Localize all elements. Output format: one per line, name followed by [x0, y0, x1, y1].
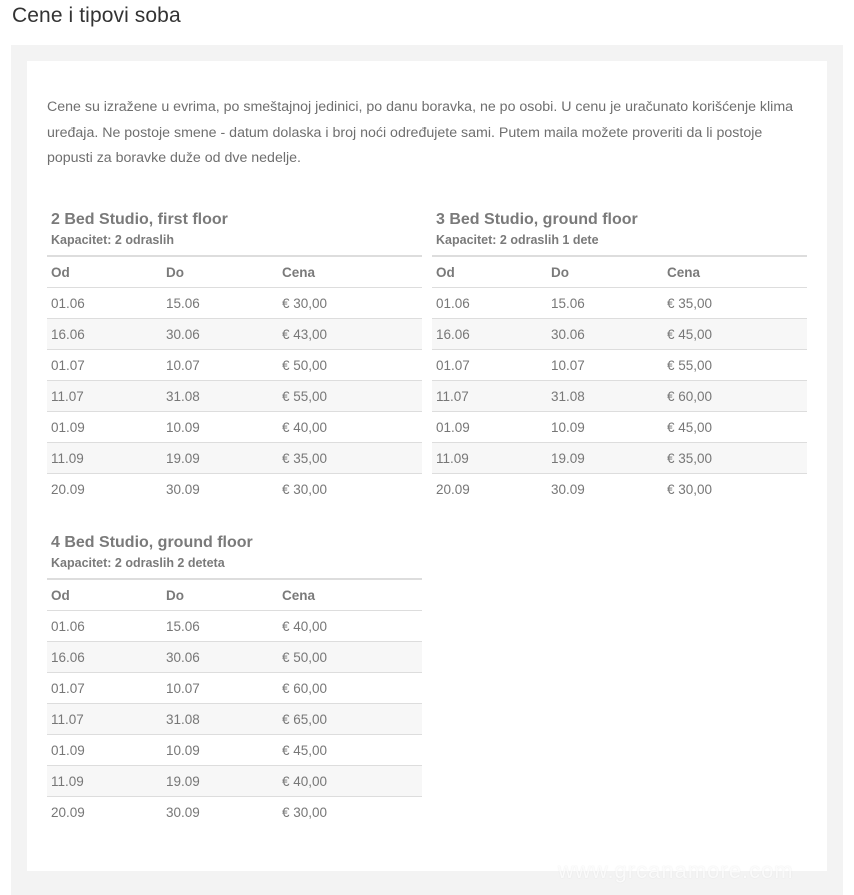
room-4-bed-studio [47, 532, 422, 827]
cell-to: 30.06 [162, 642, 278, 673]
cell-from: 11.09 [47, 443, 162, 474]
cell-to: 10.09 [162, 412, 278, 443]
content-wrapper [11, 45, 843, 895]
column-header-to: Do [162, 256, 278, 288]
cell-to: 15.06 [547, 288, 663, 319]
price-table [47, 255, 422, 504]
table-header-row [432, 256, 807, 288]
table-row [432, 474, 807, 505]
cell-from: 01.09 [47, 412, 162, 443]
cell-from: 20.09 [436, 481, 470, 497]
table-row [432, 412, 807, 443]
column-header-from: Od [432, 256, 547, 288]
cell-price: € 45,00 [663, 412, 807, 443]
cell-from: 01.06 [432, 288, 547, 319]
room-3-bed-studio [432, 209, 807, 504]
cell-to: 19.09 [162, 443, 278, 474]
table-row [432, 350, 807, 381]
cell-from: 20.09 [51, 804, 85, 820]
cell-to: 31.08 [162, 704, 278, 735]
cell-from: 16.06 [47, 319, 162, 350]
cell-from: 11.09 [47, 766, 162, 797]
cell-price: € 40,00 [278, 766, 422, 797]
cell-price: € 30,00 [282, 481, 328, 497]
room-capacity: Kapacitet: 2 odraslih 2 deteta [51, 556, 225, 570]
column-header-price: Cena [278, 256, 422, 288]
column-header-from: Od [47, 579, 162, 611]
table-row [47, 412, 422, 443]
column-header-price: Cena [663, 256, 807, 288]
cell-to: 31.08 [162, 381, 278, 412]
table-row [47, 642, 422, 673]
cell-price: € 35,00 [278, 443, 422, 474]
cell-price: € 45,00 [278, 735, 422, 766]
cell-to: 15.06 [162, 611, 278, 642]
cell-to: 30.06 [162, 319, 278, 350]
table-row [432, 443, 807, 474]
cell-from: 16.06 [432, 319, 547, 350]
column-header-from: Od [47, 256, 162, 288]
cell-price: € 40,00 [278, 412, 422, 443]
column-header-to: Do [547, 256, 663, 288]
cell-price: € 55,00 [663, 350, 807, 381]
cell-from: 20.09 [51, 481, 85, 497]
table-header-row [47, 256, 422, 288]
table-row [47, 797, 422, 828]
cell-from: 11.07 [432, 381, 547, 412]
cell-to: 31.08 [547, 381, 663, 412]
table-row [47, 319, 422, 350]
column-header-to: Do [162, 579, 278, 611]
cell-from: 11.07 [47, 381, 162, 412]
content-card [27, 61, 827, 871]
room-title: 2 Bed Studio, first floor [51, 211, 228, 228]
cell-to: 10.09 [547, 412, 663, 443]
table-row [432, 319, 807, 350]
table-row [47, 704, 422, 735]
cell-price: € 35,00 [663, 443, 807, 474]
watermark: www.grcanamore.com [558, 858, 794, 883]
room-title: 4 Bed Studio, ground floor [51, 534, 253, 551]
price-table [47, 578, 422, 827]
table-row [47, 735, 422, 766]
cell-from: 11.07 [47, 704, 162, 735]
cell-from: 01.07 [47, 350, 162, 381]
table-row [47, 350, 422, 381]
cell-to: 15.06 [162, 288, 278, 319]
cell-from: 01.07 [47, 673, 162, 704]
cell-price: € 50,00 [278, 642, 422, 673]
table-row [47, 611, 422, 642]
table-row [47, 288, 422, 319]
room-capacity: Kapacitet: 2 odraslih 1 dete [436, 233, 599, 247]
price-table [432, 255, 807, 504]
cell-price: € 45,00 [663, 319, 807, 350]
cell-to: 30.09 [551, 481, 585, 497]
room-capacity: Kapacitet: 2 odraslih [51, 233, 174, 247]
cell-from: 01.07 [432, 350, 547, 381]
cell-from: 01.09 [432, 412, 547, 443]
table-row [432, 288, 807, 319]
table-row [47, 443, 422, 474]
cell-price: € 43,00 [278, 319, 422, 350]
room-title: 3 Bed Studio, ground floor [436, 211, 638, 228]
table-row [47, 673, 422, 704]
intro-text: Cene su izražene u evrima, po smeštajnoj jedinici, po danu boravka, ne po osobi. U cenu je uračunato korišćenje klima uređaja. Ne postoje smene - datum dolaska i broj noći određujete sami. Putem maila možete proveriti da li postoje popusti za boravke duže od dve nedelje. [47, 99, 794, 166]
cell-to: 19.09 [547, 443, 663, 474]
cell-from: 01.06 [47, 288, 162, 319]
cell-to: 10.07 [547, 350, 663, 381]
column-header-price: Cena [278, 579, 422, 611]
cell-to: 19.09 [162, 766, 278, 797]
table-row [47, 766, 422, 797]
cell-price: € 60,00 [663, 381, 807, 412]
cell-from: 11.09 [432, 443, 547, 474]
cell-to: 10.09 [162, 735, 278, 766]
cell-from: 01.09 [47, 735, 162, 766]
table-header-row [47, 579, 422, 611]
cell-price: € 35,00 [663, 288, 807, 319]
cell-price: € 40,00 [278, 611, 422, 642]
room-2-bed-studio [47, 209, 422, 504]
cell-price: € 50,00 [278, 350, 422, 381]
cell-to: 10.07 [162, 350, 278, 381]
cell-price: € 65,00 [278, 704, 422, 735]
cell-price: € 30,00 [667, 481, 713, 497]
cell-to: 30.09 [166, 804, 200, 820]
table-row [432, 381, 807, 412]
cell-from: 01.06 [47, 611, 162, 642]
cell-to: 30.06 [547, 319, 663, 350]
cell-price: € 60,00 [278, 673, 422, 704]
cell-price: € 30,00 [278, 288, 422, 319]
cell-price: € 30,00 [282, 804, 328, 820]
table-row [47, 474, 422, 505]
cell-to: 10.07 [162, 673, 278, 704]
cell-to: 30.09 [166, 481, 200, 497]
page-title: Cene i tipovi soba [12, 4, 181, 27]
cell-from: 16.06 [47, 642, 162, 673]
cell-price: € 55,00 [278, 381, 422, 412]
table-row [47, 381, 422, 412]
